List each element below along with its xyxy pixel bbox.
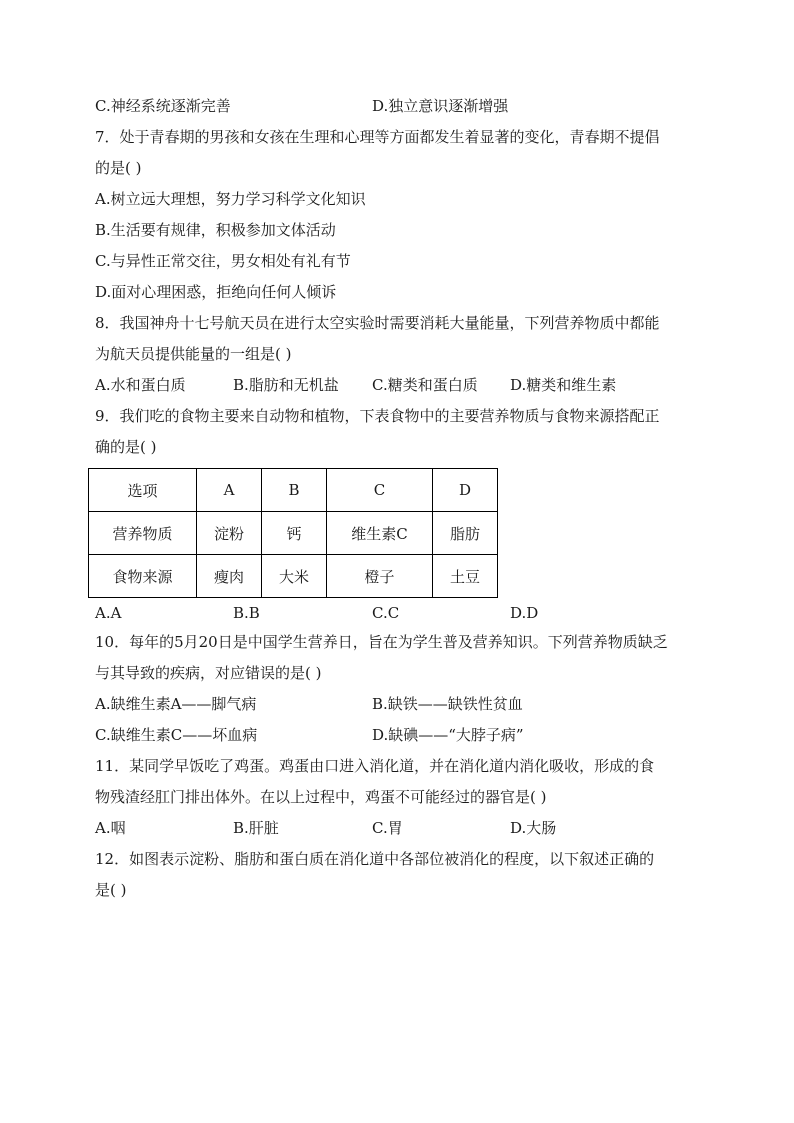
table-cell: 大米: [262, 555, 327, 598]
q10-option-b: B.缺铁——缺铁性贫血: [372, 695, 523, 713]
q8-option-b: B.脂肪和无机盐: [233, 376, 339, 394]
q9-food-table: [88, 468, 498, 598]
q10-option-d: D.缺碘——“大脖子病”: [372, 726, 524, 744]
q9-option-b: B.B: [233, 604, 260, 622]
table-cell: 选项: [89, 469, 197, 512]
q8-option-c: C.糖类和蛋白质: [372, 376, 478, 394]
table-cell: 钙: [262, 512, 327, 555]
table-cell: B: [262, 469, 327, 512]
q6-option-d: D.独立意识逐渐增强: [372, 97, 509, 115]
table-row: [89, 555, 498, 598]
table-cell: 维生素C: [327, 512, 433, 555]
q12-stem-line1: 12．如图表示淀粉、脂肪和蛋白质在消化道中各部位被消化的程度，以下叙述正确的: [95, 850, 655, 868]
q10-option-c: C.缺维生素C——坏血病: [95, 726, 258, 744]
q9-stem-line1: 9．我们吃的食物主要来自动物和植物，下表食物中的主要营养物质与食物来源搭配正: [95, 407, 660, 425]
q7-option-a: A.树立远大理想，努力学习科学文化知识: [95, 190, 366, 208]
q12-stem-line2: 是( ): [95, 881, 127, 899]
q11-stem-line2: 物残渣经肛门排出体外。在以上过程中，鸡蛋不可能经过的器官是( ): [95, 788, 547, 806]
q11-stem-line1: 11．某同学早饭吃了鸡蛋。鸡蛋由口进入消化道，并在消化道内消化吸收，形成的食: [95, 757, 655, 775]
q11-option-d: D.大肠: [510, 819, 557, 837]
q11-option-a: A.咽: [95, 819, 126, 837]
q8-stem-line2: 为航天员提供能量的一组是( ): [95, 345, 292, 363]
q11-option-b: B.肝脏: [233, 819, 279, 837]
table-cell: 食物来源: [89, 555, 197, 598]
q9-stem-line2: 确的是( ): [95, 438, 157, 456]
q8-stem-line1: 8．我国神舟十七号航天员在进行太空实验时需要消耗大量能量，下列营养物质中都能: [95, 314, 660, 332]
q9-option-a: A.A: [95, 604, 122, 622]
table-cell: 营养物质: [89, 512, 197, 555]
q7-stem-line1: 7．处于青春期的男孩和女孩在生理和心理等方面都发生着显著的变化，青春期不提倡: [95, 128, 660, 146]
q9-option-c: C.C: [372, 604, 400, 622]
table-cell: 橙子: [327, 555, 433, 598]
q7-option-c: C.与异性正常交往，男女相处有礼有节: [95, 252, 351, 270]
q8-option-d: D.糖类和维生素: [510, 376, 617, 394]
q7-stem-line2: 的是( ): [95, 159, 142, 177]
table-cell: D: [433, 469, 498, 512]
q10-option-a: A.缺维生素A——脚气病: [95, 695, 257, 713]
q6-option-c: C.神经系统逐渐完善: [95, 97, 231, 115]
table-cell: C: [327, 469, 433, 512]
q11-option-c: C.胃: [372, 819, 403, 837]
q10-stem-line2: 与其导致的疾病，对应错误的是( ): [95, 664, 322, 682]
q7-option-d: D.面对心理困惑，拒绝向任何人倾诉: [95, 283, 337, 301]
table-cell: A: [197, 469, 262, 512]
q7-option-b: B.生活要有规律，积极参加文体活动: [95, 221, 336, 239]
table-row: [89, 512, 498, 555]
table-cell: 淀粉: [197, 512, 262, 555]
table-cell: 瘦肉: [197, 555, 262, 598]
q8-option-a: A.水和蛋白质: [95, 376, 186, 394]
table-cell: 土豆: [433, 555, 498, 598]
q9-option-d: D.D: [510, 604, 539, 622]
q10-stem-line1: 10．每年的5月20日是中国学生营养日，旨在为学生普及营养知识。下列营养物质缺乏: [95, 633, 668, 651]
table-cell: 脂肪: [433, 512, 498, 555]
table-row: [89, 469, 498, 512]
